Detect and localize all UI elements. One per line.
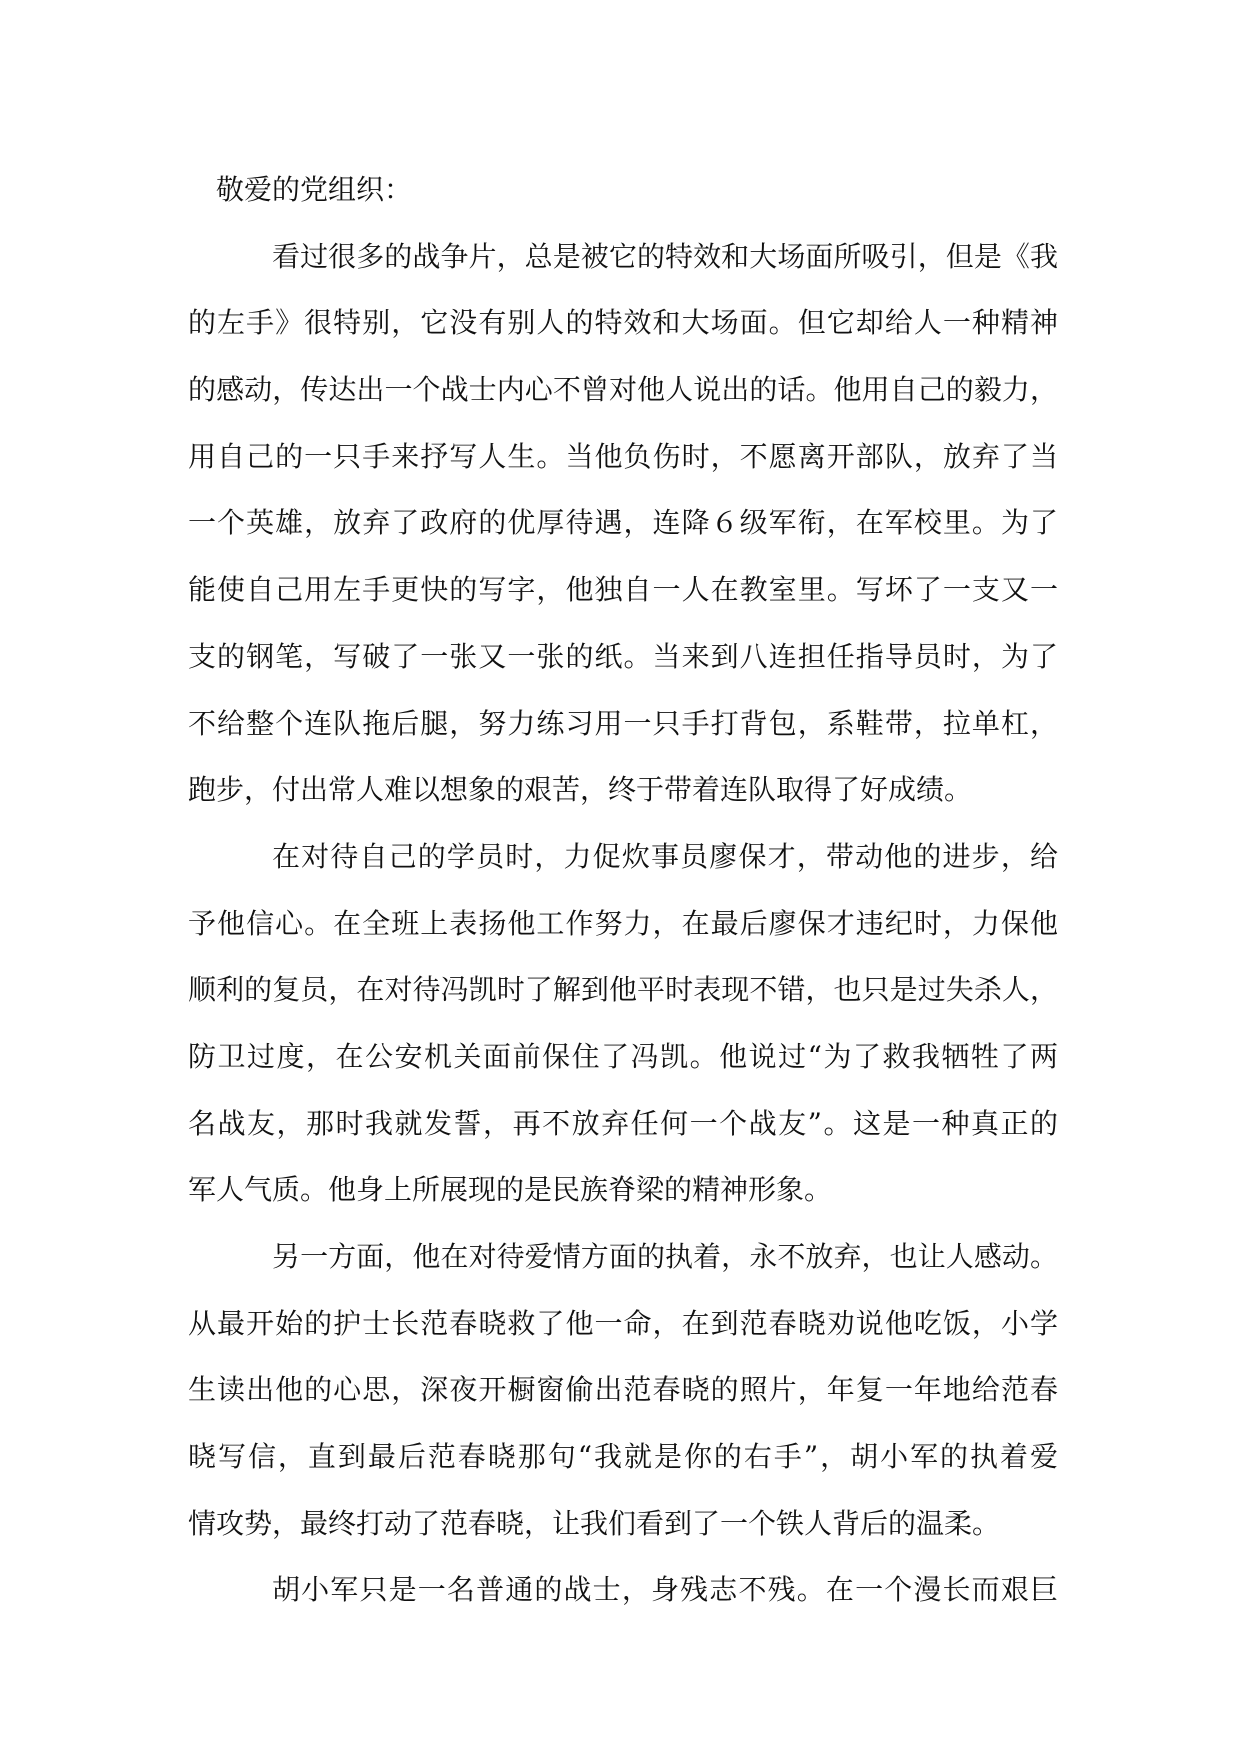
paragraph-4-line-1: 胡小军只是一名普通的战士，身残志不残。在一个漫长而艰巨 [272,1573,1058,1607]
paragraph-1-line-5: 一个英雄，放弃了政府的优厚待遇，连降６级军衔，在军校里。为了 [188,506,1058,540]
salutation: 敬爱的党组织： [216,173,413,206]
paragraph-1-line-3: 的感动，传达出一个战士内心不曾对他人说出的话。他用自己的毅力， [188,373,1058,407]
paragraph-1-line-2: 的左手》很特别，它没有别人的特效和大场面。但它却给人一种精神 [188,306,1058,340]
paragraph-2-line-3: 顺利的复员，在对待冯凯时了解到他平时表现不错，也只是过失杀人， [188,973,1058,1007]
paragraph-1-line-7: 支的钢笔，写破了一张又一张的纸。当来到八连担任指导员时，为了 [188,639,1058,673]
paragraph-2-line-1: 在对待自己的学员时，力促炊事员廖保才，带动他的进步，给 [272,839,1058,873]
paragraph-3-line-3: 生读出他的心思，深夜开橱窗偷出范春晓的照片，年复一年地给范春 [188,1373,1058,1407]
letter-body [188,157,1058,1624]
paragraph-1-line-1: 看过很多的战争片，总是被它的特效和大场面所吸引，但是《我 [272,239,1058,273]
paragraph-1-line-9: 跑步，付出常人难以想象的艰苦，终于带着连队取得了好成绩。 [188,773,973,807]
paragraph-3-line-5: 情攻势，最终打动了范春晓，让我们看到了一个铁人背后的温柔。 [188,1506,1001,1540]
paragraph-2-line-6: 军人气质。他身上所展现的是民族脊梁的精神形象。 [188,1173,833,1207]
paragraph-1-line-4: 用自己的一只手来抒写人生。当他负伤时，不愿离开部队，放弃了当 [188,439,1058,473]
paragraph-2-line-5: 名战友，那时我就发誓，再不放弃任何一个战友”。这是一种真正的 [188,1106,1058,1140]
paragraph-1-line-6: 能使自己用左手更快的写字，他独自一人在教室里。写坏了一支又一 [188,573,1058,607]
paragraph-3-line-2: 从最开始的护士长范春晓救了他一命，在到范春晓劝说他吃饭，小学 [188,1306,1058,1340]
paragraph-2-line-4: 防卫过度，在公安机关面前保住了冯凯。他说过“为了救我牺牲了两 [188,1039,1058,1073]
paragraph-3-line-1: 另一方面，他在对待爱情方面的执着，永不放弃，也让人感动。 [272,1240,1058,1273]
paragraph-2-line-2: 予他信心。在全班上表扬他工作努力，在最后廖保才违纪时，力保他 [188,906,1058,940]
paragraph-1-line-8: 不给整个连队拖后腿，努力练习用一只手打背包，系鞋带，拉单杠， [188,706,1058,740]
paragraph-3-line-4: 晓写信，直到最后范春晓那句“我就是你的右手”，胡小军的执着爱 [188,1440,1058,1474]
